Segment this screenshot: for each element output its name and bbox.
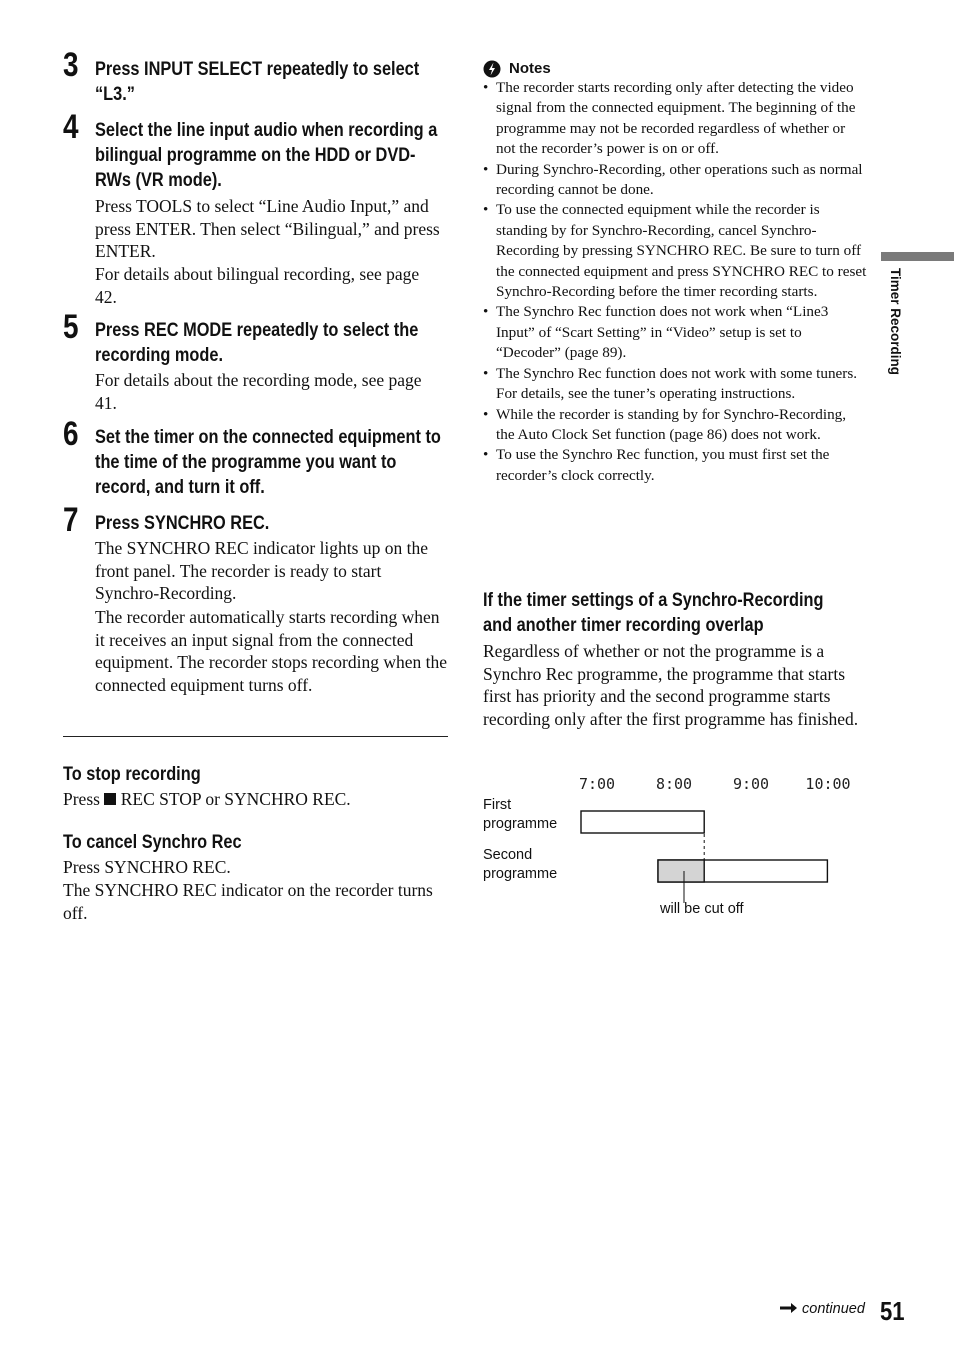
step-6-number: 6 xyxy=(63,415,79,453)
continued-text: continued xyxy=(802,1301,865,1317)
note-item: • To use the connected equipment while the recorder is standing by for Synchro-Recording, cancel Synchro-Recording by pressing SYNCHRO REC. Be sure to turn off the connected equipment and press SYNCHRO REC to reset Synchro-Recording before the timer recording starts. xyxy=(483,200,868,302)
section-divider xyxy=(63,736,448,737)
continued-marker xyxy=(780,1300,865,1318)
step-3-number: 3 xyxy=(63,46,79,84)
step-7-number: 7 xyxy=(63,501,79,539)
note-item: • The Synchro Rec function does not work with some tuners. For details, see the tuner’s operating instructions. xyxy=(483,364,868,405)
stop-press-text: Press xyxy=(63,789,100,809)
step-4-number: 4 xyxy=(63,108,79,146)
step-4-body-2: For details about bilingual recording, see page 42. xyxy=(95,264,420,307)
note-item: • To use the Synchro Rec function, you must first set the recorder’s clock correctly. xyxy=(483,445,868,486)
notes-icon xyxy=(483,60,501,78)
overlap-body: Regardless of whether or not the programme is a Synchro Rec programme, the programme that starts first has priority and the second programme starts recording only after the first programme has finished. xyxy=(483,641,859,730)
cancel-synchro-line-1: Press SYNCHRO REC. xyxy=(63,857,231,877)
stop-rest-text: REC STOP or SYNCHRO REC. xyxy=(120,789,351,809)
note-item: • During Synchro-Recording, other operations such as normal recording cannot be done. xyxy=(483,160,868,201)
first-programme-bar xyxy=(581,811,704,833)
time-tick-label: 7:00 xyxy=(578,775,616,793)
step-7-body-1: The SYNCHRO REC indicator lights up on the front panel. The recorder is ready to start Synchro-Recording. xyxy=(95,538,428,604)
first-programme-label: First programme xyxy=(483,797,558,832)
step-4-heading: Select the line input audio when recording a bilingual programme on the HDD or DVD-RWs (VR mode). xyxy=(95,120,438,191)
time-tick-label: 8:00 xyxy=(655,775,693,793)
second-programme-label: Second programme xyxy=(483,847,558,882)
cut-off-label: will be cut off xyxy=(660,901,744,917)
note-item: • The recorder starts recording only after detecting the video signal from the connected equipment. The beginning of the programme may not be recorded regardless of whether or not the recorder’s power is on or off. xyxy=(483,78,868,160)
note-item: • While the recorder is standing by for Synchro-Recording, the Auto Clock Set function (page 86) does not work. xyxy=(483,405,868,446)
step-7-heading: Press SYNCHRO REC. xyxy=(95,513,270,534)
cancel-synchro-heading: To cancel Synchro Rec xyxy=(63,832,242,853)
stop-recording-heading: To stop recording xyxy=(63,764,201,785)
stop-recording-body xyxy=(63,788,351,811)
step-4-body-1: Press TOOLS to select “Line Audio Input,” and press ENTER. Then select “Bilingual,” and press ENTER. xyxy=(95,196,440,262)
arrow-right-icon xyxy=(780,1302,798,1314)
step-3-heading: Press INPUT SELECT repeatedly to select “L3.” xyxy=(95,59,420,105)
step-7-body-2: The recorder automatically starts recording when it receives an input signal from the connected equipment. The recorder stops recording when the connected equipment turns off. xyxy=(95,607,447,696)
cancel-synchro-line-2: The SYNCHRO REC indicator on the recorder turns off. xyxy=(63,880,433,923)
step-6-heading: Set the timer on the connected equipment to the time of the programme you want to record, and turn it off. xyxy=(95,427,441,498)
section-side-label: Timer Recording xyxy=(888,268,903,376)
overlap-heading-line-1: If the timer settings of a Synchro-Recording xyxy=(483,590,824,611)
page-number: 51 xyxy=(880,1296,905,1326)
second-programme-bar xyxy=(658,860,827,882)
notes-list xyxy=(483,78,868,486)
note-item: • The Synchro Rec function does not work when “Line3 Input” of “Scart Setting” in “Video” setup is set to “Decoder” (page 89). xyxy=(483,302,868,363)
step-5-body: For details about the recording mode, see page 41. xyxy=(95,370,422,413)
cut-off-region xyxy=(658,860,704,882)
time-tick-label: 10:00 xyxy=(805,775,851,793)
step-5-heading: Press REC MODE repeatedly to select the recording mode. xyxy=(95,320,419,366)
overlap-heading-line-2: and another timer recording overlap xyxy=(483,615,764,636)
time-tick-label: 9:00 xyxy=(732,775,770,793)
stop-square-icon xyxy=(104,793,116,805)
step-5-number: 5 xyxy=(63,308,79,346)
notes-title: Notes xyxy=(509,60,551,77)
section-tab-marker xyxy=(881,252,954,261)
